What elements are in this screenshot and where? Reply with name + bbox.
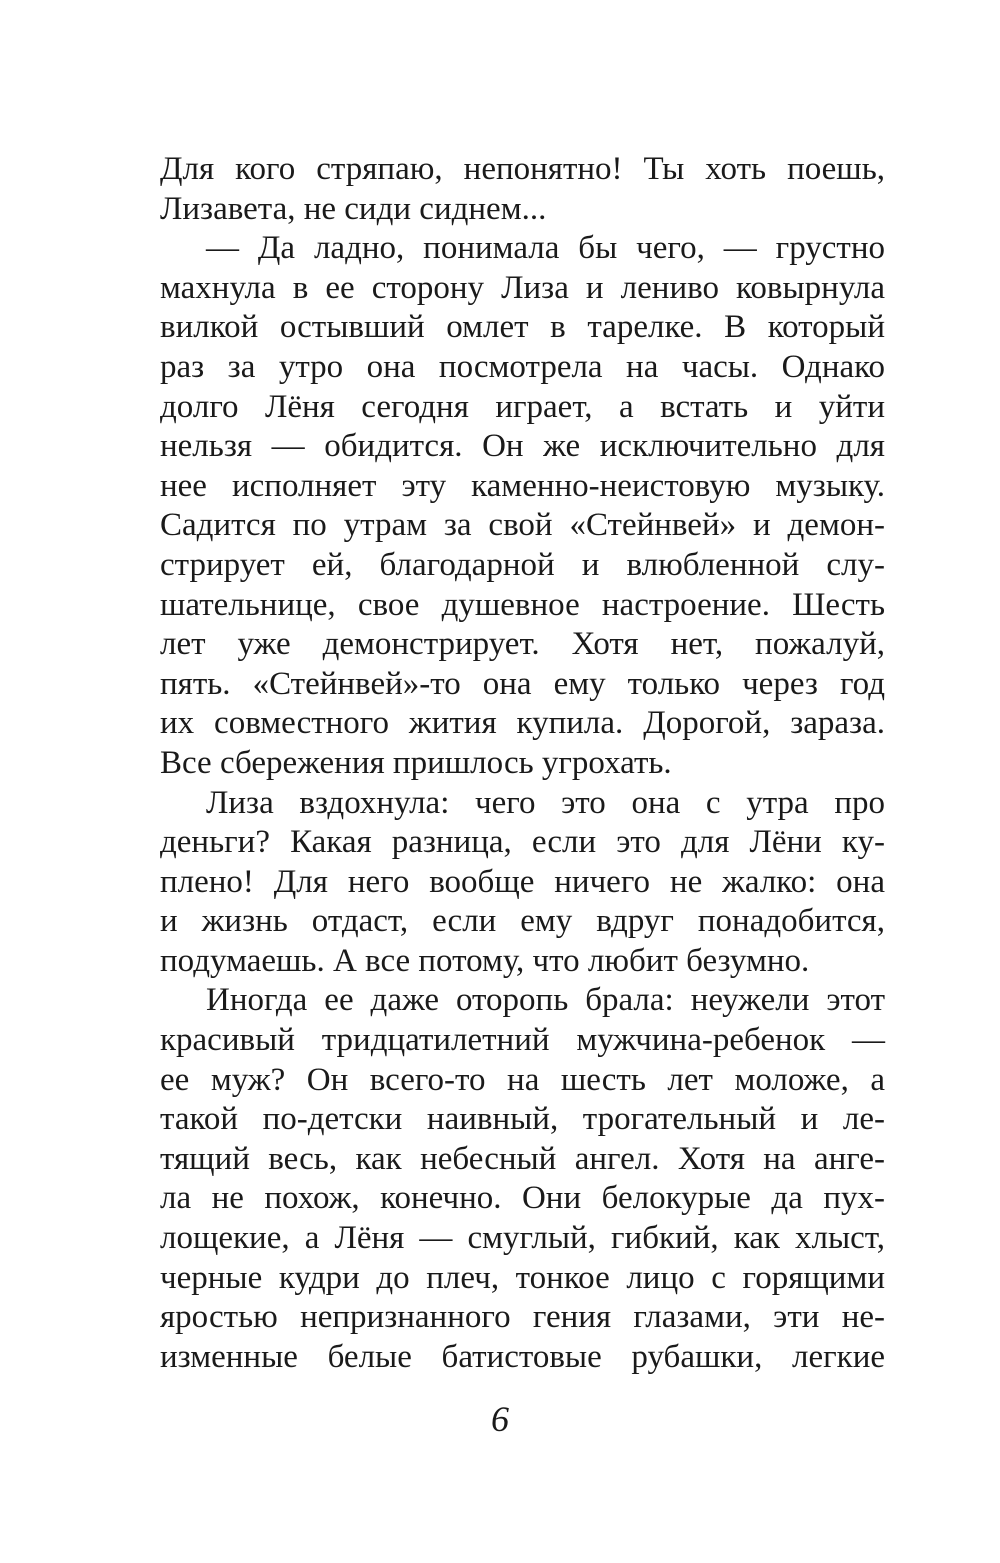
page-number: 6 bbox=[491, 1399, 509, 1439]
text-line: и жизнь отдаст, если ему вдруг понадобится, bbox=[160, 903, 885, 940]
text-line: нее исполняет эту каменно-неистовую музыку. bbox=[160, 467, 885, 504]
text-line: шательнице, свое душевное настроение. Шесть bbox=[160, 586, 885, 623]
text-line: ее муж? Он всего-то на шесть лет моложе, а bbox=[160, 1061, 885, 1098]
text-line: махнула в ее сторону Лиза и лениво ковырнула bbox=[160, 269, 885, 306]
text-line: Иногда ее даже оторопь брала: неужели этот bbox=[206, 982, 885, 1019]
text-line: стрирует ей, благодарной и влюбленной слу- bbox=[160, 546, 885, 583]
text-line: плено! Для него вообще ничего не жалко: она bbox=[160, 863, 885, 900]
text-line: яростью непризнанного гения глазами, эти не- bbox=[160, 1299, 885, 1336]
text-line: деньги? Какая разница, если это для Лёни ку- bbox=[160, 824, 885, 861]
text-line: тящий весь, как небесный ангел. Хотя на анге- bbox=[160, 1140, 885, 1177]
text-line: Для кого стряпаю, непонятно! Ты хоть поешь, bbox=[160, 151, 885, 187]
text-line: вилкой остывший омлет в тарелке. В который bbox=[160, 309, 885, 346]
text-line: черные кудри до плеч, тонкое лицо с горящими bbox=[160, 1259, 885, 1296]
text-line: ла не похож, конечно. Они белокурые да пух- bbox=[160, 1180, 885, 1217]
text-line: Лизавета, не сиди сиднем... bbox=[160, 190, 547, 227]
text-line: изменные белые батистовые рубашки, легкие bbox=[160, 1338, 885, 1375]
text-line: нельзя — обидится. Он же исключительно для bbox=[160, 428, 885, 465]
text-line: пять. «Стейнвей»-то она ему только через год bbox=[160, 665, 885, 702]
text-line: лет уже демонстрирует. Хотя нет, пожалуй, bbox=[160, 626, 885, 663]
text-line: долго Лёня сегодня играет, а встать и уйти bbox=[160, 388, 885, 425]
text-line: Садится по утрам за свой «Стейнвей» и демон- bbox=[160, 507, 885, 544]
text-line: подумаешь. А все потому, что любит безумно. bbox=[160, 942, 810, 979]
body-text bbox=[160, 150, 885, 1377]
text-line: Лиза вздохнула: чего это она с утра про bbox=[206, 784, 885, 821]
text-line: их совместного жития купила. Дорогой, зараза. bbox=[160, 705, 885, 742]
text-line: такой по-детски наивный, трогательный и ле- bbox=[160, 1101, 885, 1138]
text-line: лощекие, а Лёня — смуглый, гибкий, как хлыст, bbox=[160, 1220, 885, 1257]
text-line: раз за утро она посмотрела на часы. Однако bbox=[160, 348, 885, 385]
text-line: красивый тридцатилетний мужчина-ребенок — bbox=[160, 1022, 885, 1059]
text-line: — Да ладно, понимала бы чего, — грустно bbox=[206, 230, 885, 267]
text-line: Все сбережения пришлось угрохать. bbox=[160, 744, 672, 781]
